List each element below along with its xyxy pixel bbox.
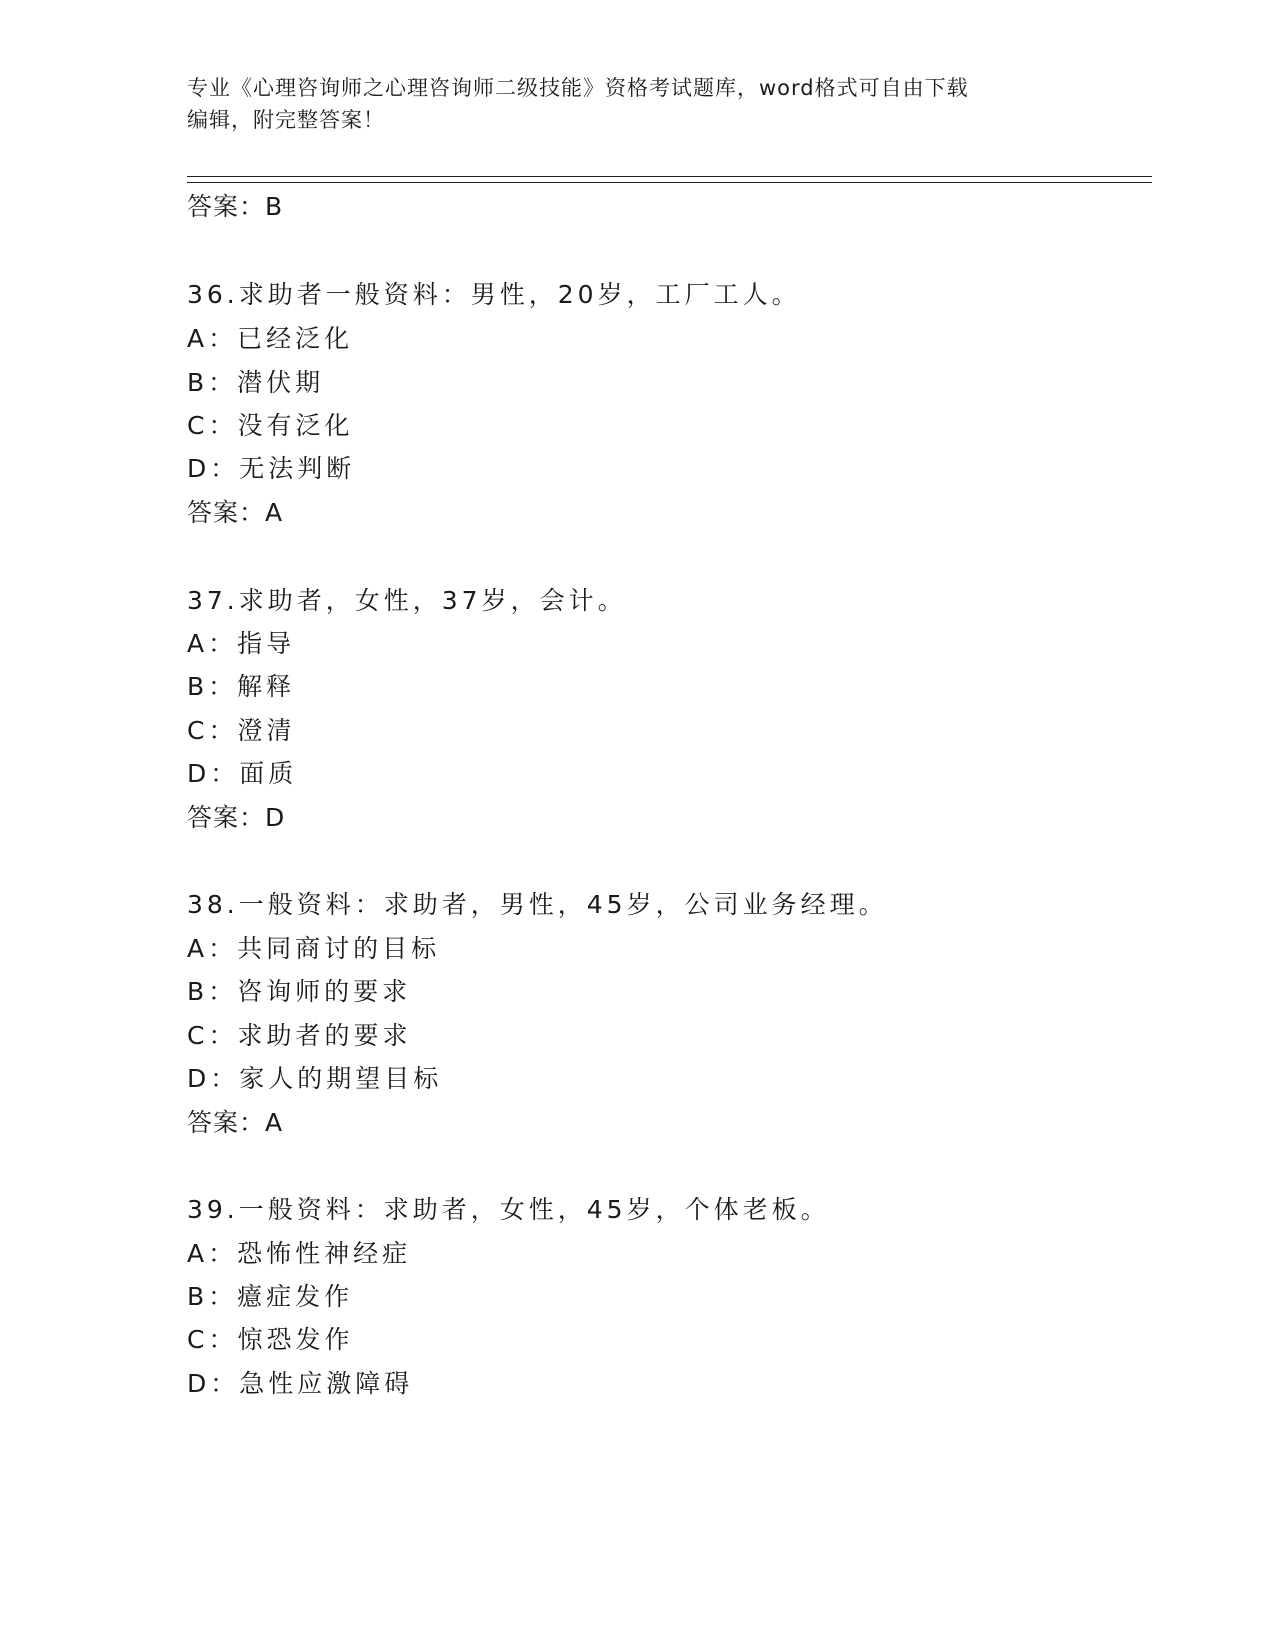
option-d: D：急性应激障碍 <box>187 1369 414 1398</box>
option-a: A：共同商讨的目标 <box>187 934 441 963</box>
option-d: D：家人的期望目标 <box>187 1064 443 1093</box>
option-c: C：惊恐发作 <box>187 1325 354 1354</box>
header-line-2: 编辑，附完整答案！ <box>187 108 385 132</box>
question-stem: 39.一般资料：求助者，女性，45岁，个体老板。 <box>187 1195 830 1224</box>
option-c: C：澄清 <box>187 716 296 745</box>
option-b: B：潜伏期 <box>187 368 325 397</box>
option-d: D：无法判断 <box>187 454 356 483</box>
header-line-1: 专业《心理咨询师之心理咨询师二级技能》资格考试题库，word格式可自由下载 <box>187 76 969 100</box>
answer: 答案：A <box>187 498 284 527</box>
option-c: C：没有泛化 <box>187 411 354 440</box>
option-b: B：咨询师的要求 <box>187 977 412 1006</box>
option-a: A：指导 <box>187 629 296 658</box>
option-b: B：解释 <box>187 672 296 701</box>
option-c: C：求助者的要求 <box>187 1021 412 1050</box>
answer-previous: 答案：B <box>187 192 284 221</box>
header-divider-bottom <box>187 182 1152 183</box>
option-d: D：面质 <box>187 759 298 788</box>
answer: 答案：A <box>187 1108 284 1137</box>
header-divider-top <box>187 176 1152 177</box>
question-stem: 37.求助者，女性，37岁，会计。 <box>187 586 627 615</box>
question-stem: 38.一般资料：求助者，男性，45岁，公司业务经理。 <box>187 890 888 919</box>
option-a: A：恐怖性神经症 <box>187 1239 412 1268</box>
answer: 答案：D <box>187 803 286 832</box>
option-b: B：癔症发作 <box>187 1282 354 1311</box>
question-stem: 36.求助者一般资料：男性，20岁，工厂工人。 <box>187 280 801 309</box>
option-a: A：已经泛化 <box>187 324 354 353</box>
document-header <box>187 72 1067 136</box>
